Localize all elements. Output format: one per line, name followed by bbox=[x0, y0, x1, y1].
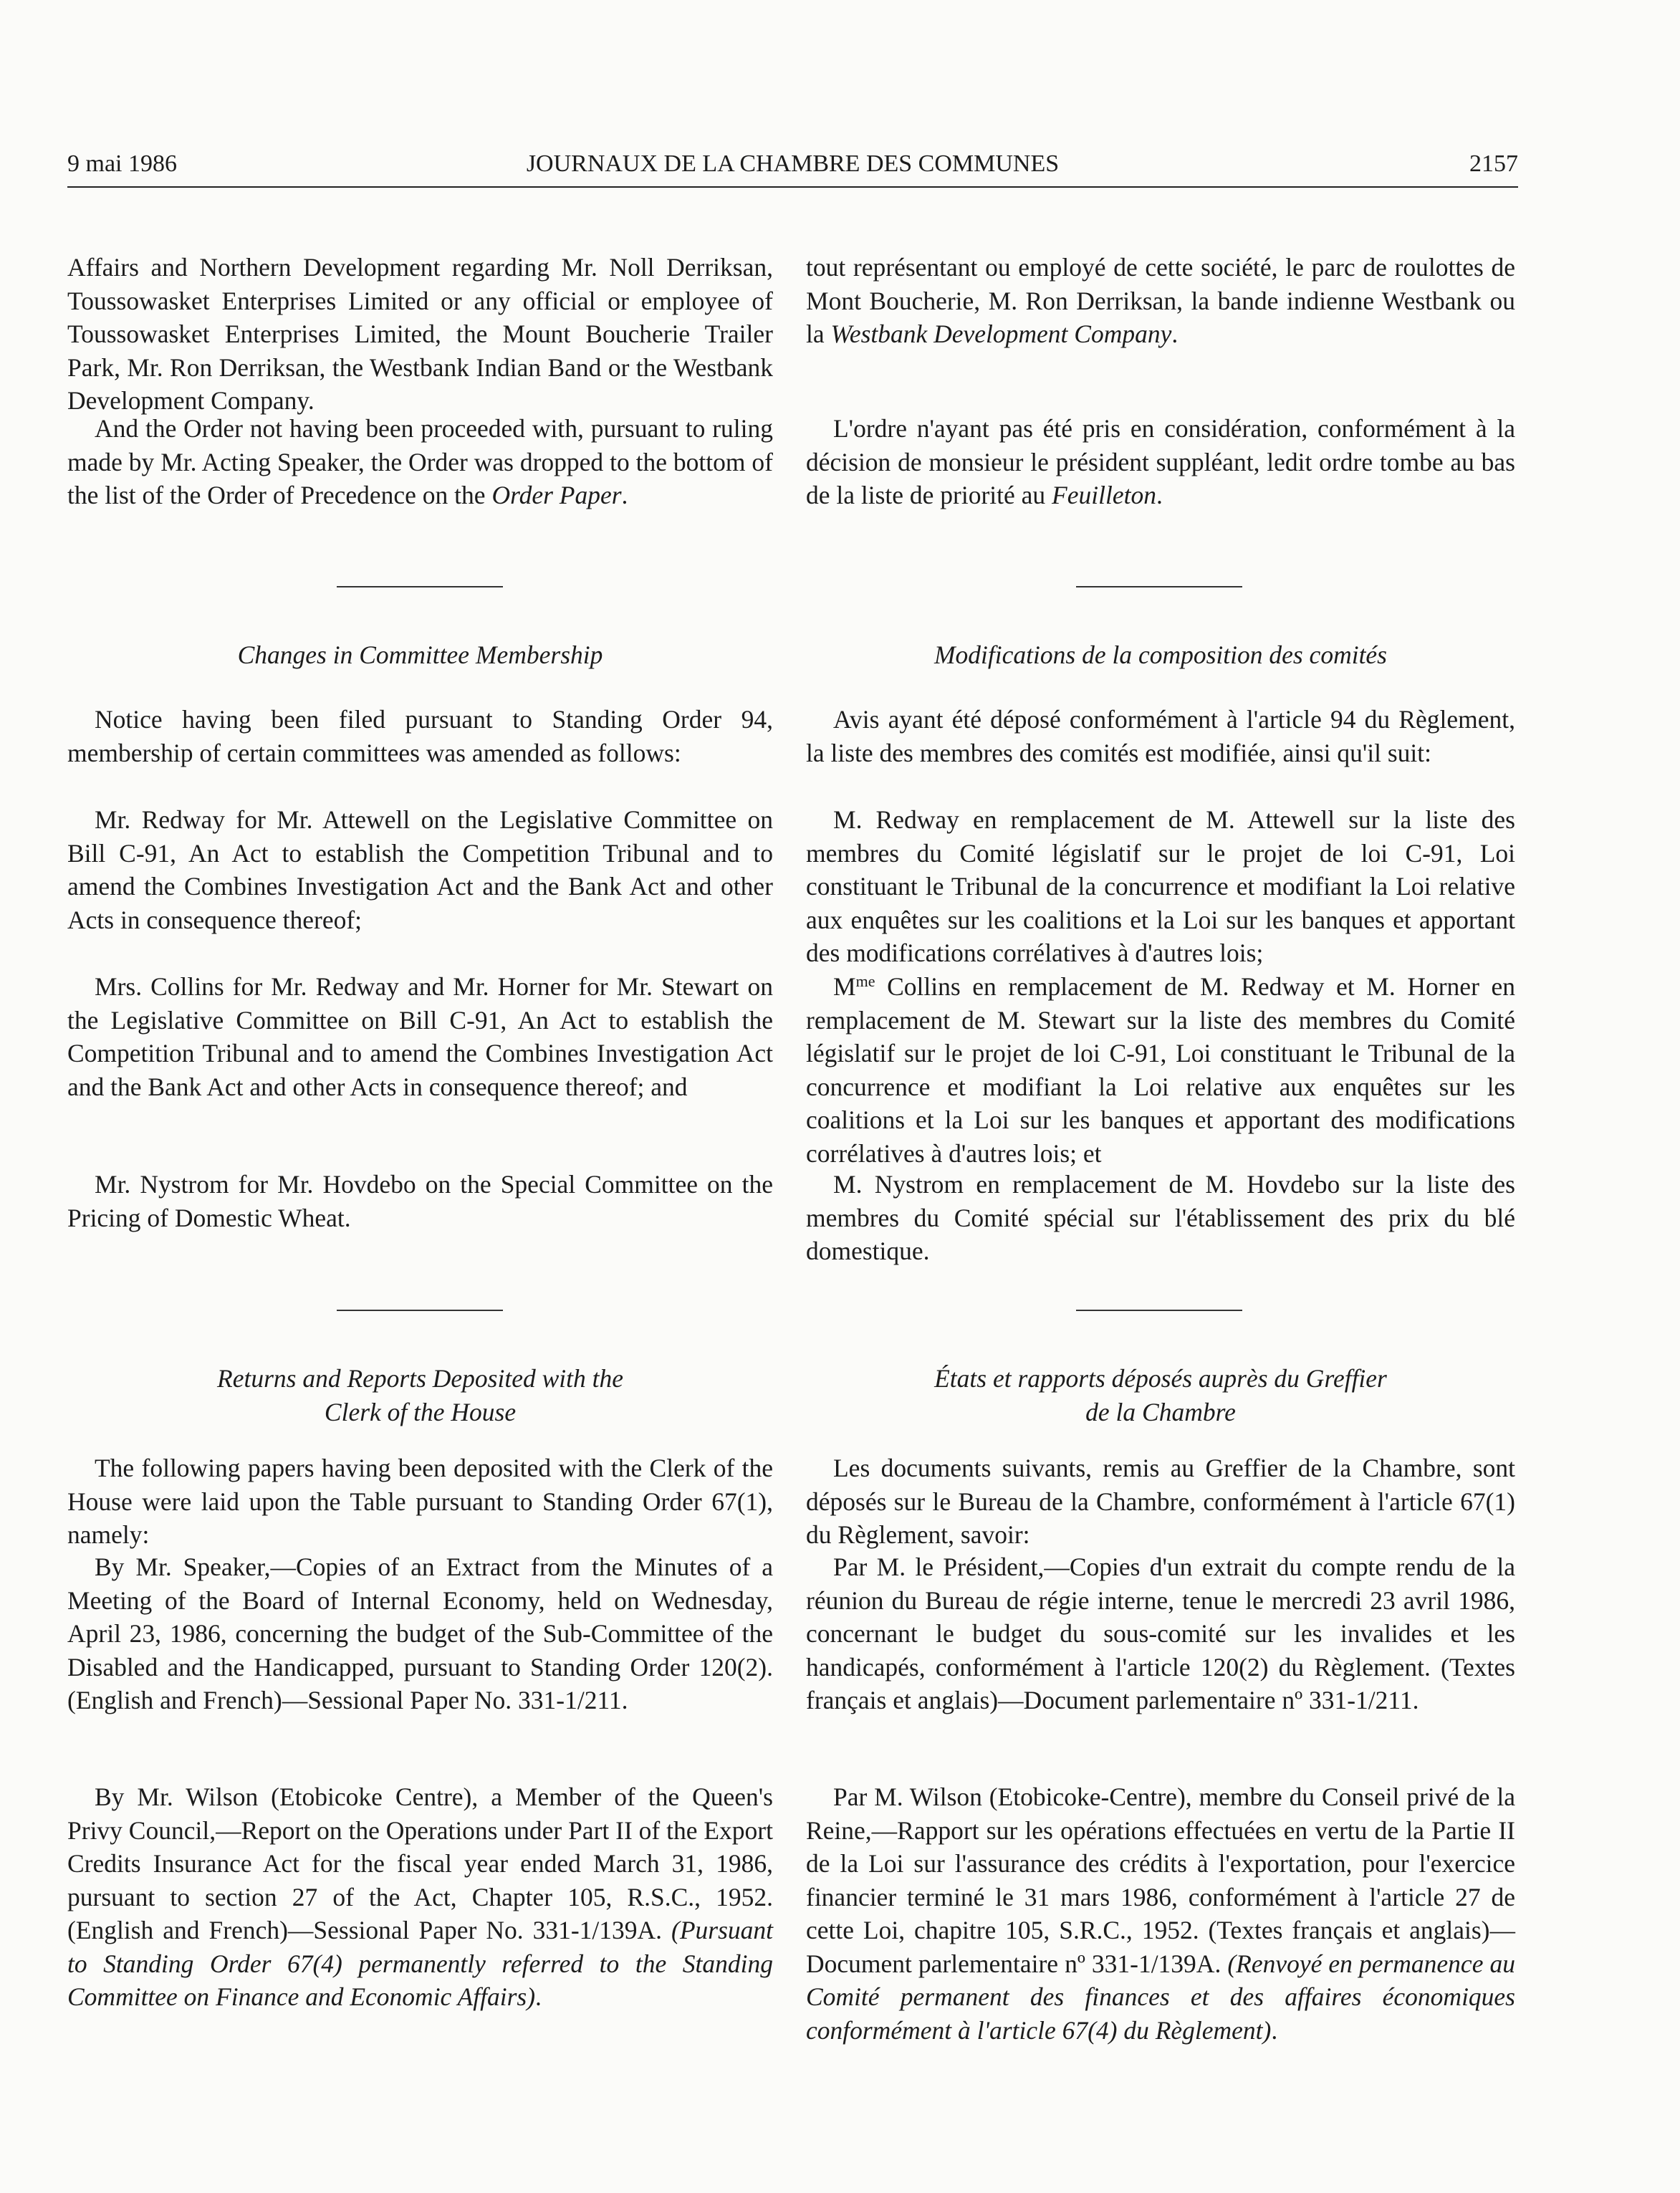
paragraph-papers-deposited: The following papers having been deposited with the Clerk of the House were laid upon the Table pursuant to Standing Order 67(1), namely: bbox=[67, 1454, 773, 1549]
page-number: 2157 bbox=[1469, 150, 1518, 177]
paragraph-par-president: Par M. le Président,—Copies d'un extrait du compte rendu de la réunion du Bureau de régie interne, tenue le mercredi 23 avril 1986, concernant le budget du sous-comité sur les invalides et les handicapés, conformément à l'article 120(2) du Règlement. (Textes français et anglais)—Document parlementaire nº 331-1/211. bbox=[806, 1553, 1515, 1714]
paragraph-redway-fr: M. Redway en remplacement de M. Attewell sur la liste des membres du Comité législatif sur le projet de loi C-91, Loi constituant le Tribunal de la concurrence et modifiant la Loi relative aux enquêtes sur les coalitions et la Loi sur les banques et apportant des modifications corrélatives à d'autres lois; bbox=[806, 805, 1515, 967]
section-divider bbox=[1076, 586, 1242, 587]
running-header bbox=[67, 150, 1518, 188]
header-date: 9 mai 1986 bbox=[67, 150, 177, 177]
paragraph-avis: Avis ayant été déposé conformément à l'article 94 du Règlement, la liste des membres des comités est modifiée, ainsi qu'il suit: bbox=[806, 705, 1515, 767]
paragraph-by-speaker: By Mr. Speaker,—Copies of an Extract from the Minutes of a Meeting of the Board of Internal Economy, held on Wednesday, April 23, 1986, concerning the budget of the Sub-Committee of the Disabled and the Handicapped, pursuant to Standing Order 120(2). (English and French)—Sessional Paper No. 331-1/211. bbox=[67, 1553, 773, 1714]
paragraph-by-wilson: By Mr. Wilson (Etobicoke Centre), a Member of the Queen's Privy Council,—Report on the Operations under Part II of the Export Credits Insurance Act for the fiscal year ended March 31, 1986, pursuant to section 27 of the Act, Chapter 105, R.S.C., 1952. (English and French)—Sessional Paper No. 331-1/139A. (Pursuant to Standing Order 67(4) permanently referred to the Standing Committee on Finance and Economic Affairs). bbox=[67, 1782, 773, 2011]
section-divider bbox=[337, 586, 503, 587]
section-heading-etats-rapports: États et rapports déposés auprès du Greffier de la Chambre bbox=[934, 1364, 1387, 1426]
section-heading-committee-membership: Changes in Committee Membership bbox=[237, 640, 603, 669]
paragraph-notice: Notice having been filed pursuant to Standing Order 94, membership of certain committees was amended as follows: bbox=[67, 705, 773, 767]
paragraph-order-dropped-fr: L'ordre n'ayant pas été pris en considération, conformément à la décision de monsieur le président suppléant, ledit ordre tombe au bas de la liste de priorité au Feuilleton. bbox=[806, 414, 1515, 509]
section-heading-returns-reports: Returns and Reports Deposited with the Clerk of the House bbox=[217, 1364, 623, 1426]
paragraph-continued: Affairs and Northern Development regarding Mr. Noll Derriksan, Toussowasket Enterprises Limited or any official or employee of Toussowasket Enterprises Limited, the Mount Boucherie Trailer Park, Mr. Ron Derriksan, the Westbank Indian Band or the Westbank Development Company. bbox=[67, 253, 773, 415]
paragraph-collins-fr: $M^{me}$ Collins en remplacement de M. Redway et M. Horner en remplacement de M. Stewart sur la liste des membres du Comité législatif sur le projet de loi C-91, Loi constituant le Tribunal de la concurrence et modifiant la Loi relative aux enquêtes sur les coalitions et la Loi sur les banques et apportant des modifications corrélatives à d'autres lois; et bbox=[806, 971, 1515, 1168]
section-heading-composition-comites: Modifications de la composition des comités bbox=[933, 640, 1387, 669]
paragraph-nystrom-fr: M. Nystrom en remplacement de M. Hovdebo sur la liste des membres du Comité spécial sur l'établissement des prix du blé domestique. bbox=[806, 1170, 1515, 1265]
section-divider bbox=[337, 1310, 503, 1311]
paragraph-order-dropped: And the Order not having been proceeded with, pursuant to ruling made by Mr. Acting Speaker, the Order was dropped to the bottom of the list of the Order of Precedence on the Order Paper. bbox=[67, 414, 773, 509]
section-divider bbox=[1076, 1310, 1242, 1311]
paragraph-documents-deposes: Les documents suivants, remis au Greffier de la Chambre, sont déposés sur le Bureau de la Chambre, conformément à l'article 67(1) du Règlement, savoir: bbox=[806, 1454, 1515, 1549]
paragraph-collins: Mrs. Collins for Mr. Redway and Mr. Horner for Mr. Stewart on the Legislative Committee on Bill C-91, An Act to establish the Competition Tribunal and to amend the Combines Investigation Act and the Bank Act and other Acts in consequence thereof; and bbox=[67, 972, 773, 1101]
paragraph-redway: Mr. Redway for Mr. Attewell on the Legislative Committee on Bill C-91, An Act to establish the Competition Tribunal and to amend the Combines Investigation Act and the Bank Act and other Acts in consequence thereof; bbox=[67, 805, 773, 934]
paragraph-par-wilson: Par M. Wilson (Etobicoke-Centre), membre du Conseil privé de la Reine,—Rapport sur les opérations effectuées en vertu de la Partie II de la Loi sur l'assurance des crédits à l'exportation, pour l'exercice financier terminé le 31 mars 1986, conformément à l'article 27 de cette Loi, chapitre 105, S.R.C., 1952. (Textes français et anglais)—Document parlementaire nº 331-1/139A. (Renvoyé en permanence au Comité permanent des finances et des affaires économiques conformément à l'article 67(4) du Règlement). bbox=[806, 1782, 1515, 2045]
paragraph-nystrom: Mr. Nystrom for Mr. Hovdebo on the Special Committee on the Pricing of Domestic Wheat. bbox=[67, 1170, 773, 1232]
paragraph-continued-fr: tout représentant ou employé de cette société, le parc de roulottes de Mont Boucherie, M. Ron Derriksan, la bande indienne Westbank ou la Westbank Development Company. bbox=[806, 253, 1515, 348]
header-title: JOURNAUX DE LA CHAMBRE DES COMMUNES bbox=[526, 150, 1060, 177]
